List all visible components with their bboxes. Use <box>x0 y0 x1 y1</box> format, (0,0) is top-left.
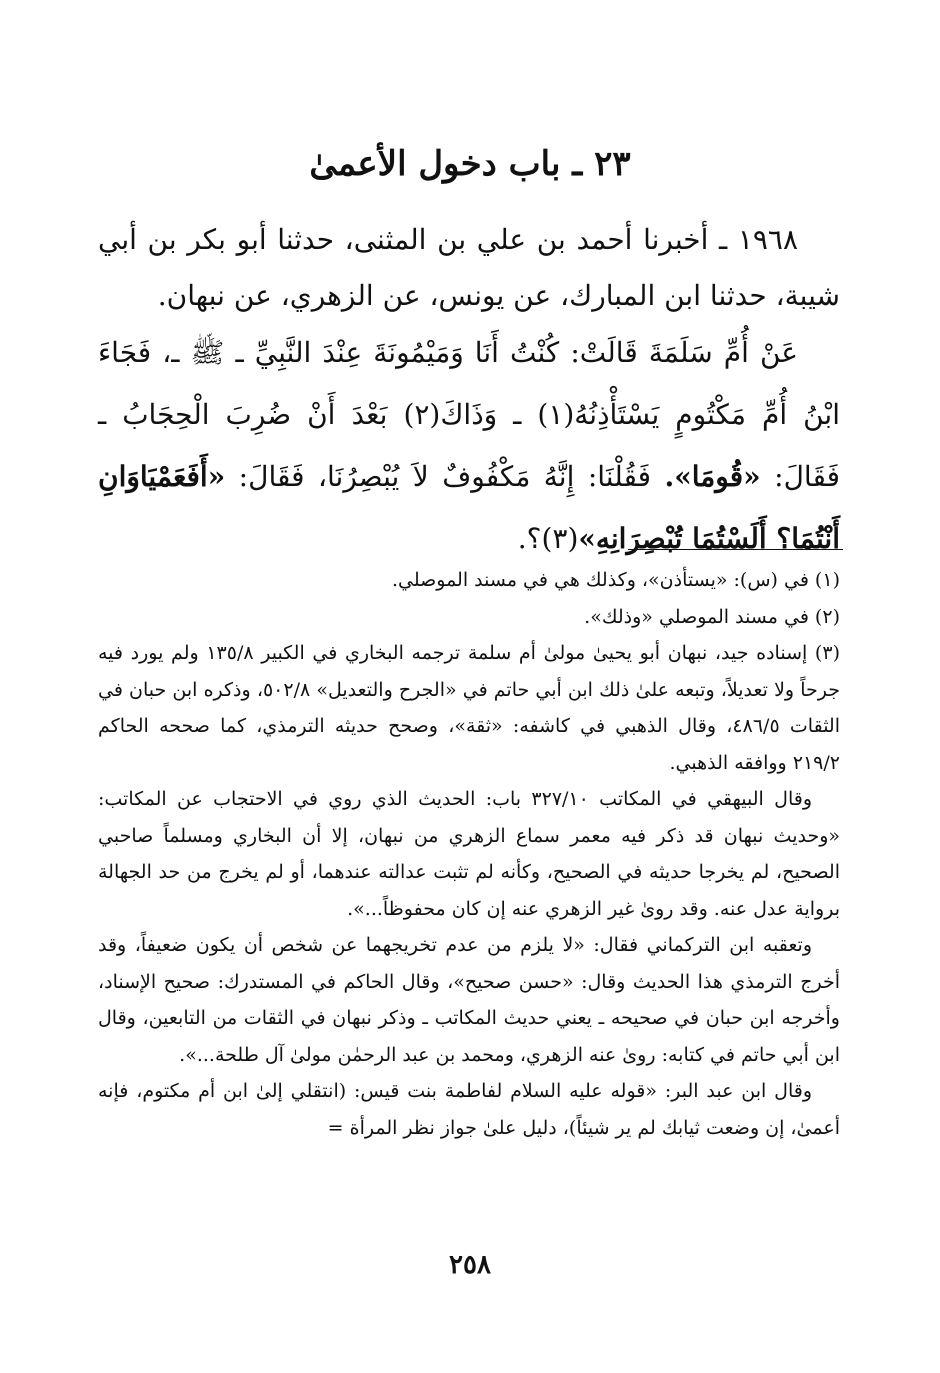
footnote-3: (٣) إسناده جيد، نبهان أبو يحيىٰ مولىٰ أم سلمة ترجمه البخاري في الكبير ١٣٥/٨ ولم يورد فيه جرحاً ولا تعديلاً، وتبعه علىٰ ذلك ابن أبي حاتم في «الجرح والتعديل» ٥٠٢/٨، وذكره ابن حبان في الثقات ٤٨٦/٥، وقال الذهبي في كاشفه: «ثقة»، وصحح حديثه الترمذي، كما صححه الحاكم ٢١٩/٢ ووافقه الذهبي. <box>98 642 840 774</box>
matn-quote-1: «قُومَا». <box>664 460 761 493</box>
isnad-text: ١٩٦٨ ـ أخبرنا أحمد بن علي بن المثنى، حدثنا أبو بكر بن أبي شيبة، حدثنا ابن المبارك، عن يونس، عن الزهري، عن نبهان. <box>98 223 840 312</box>
footnote-2: (٢) في مسند الموصلي «وذلك». <box>584 605 840 628</box>
matn-part-1: عَنْ أُمِّ سَلَمَةَ قَالَتْ: كُنْتُ أَنَا وَمَيْمُونَةَ عِنْدَ النَّبِيِّ ـ ﷺ ـ، فَجَاءَ ابْنُ أُمِّ مَكْتُومٍ يَسْتَأْذِنُهُ(١) ـ وَذَاكَ(٢) بَعْدَ أَنْ ضُرِبَ الْحِجَابُ ـ فَقَالَ: <box>98 336 840 493</box>
matn-part-3: (٣)؟. <box>517 522 579 555</box>
footnote-3-ibn-abd-al-barr: وقال ابن عبد البر: «قوله عليه السلام لفاطمة بنت قيس: (انتقلي إلىٰ ابن أم مكتوم، فإنه أعمىٰ، إن وضعت ثيابك لم ير شيئاً)، دليل علىٰ جواز نظر المرأة = <box>98 1080 840 1139</box>
matn-part-2: فَقُلْنَا: إِنَّهُ مَكْفُوفٌ لاَ يُبْصِرُنَا، فَقَالَ: <box>225 460 665 493</box>
footnote-3-bayhaqi: وقال البيهقي في المكاتب ٣٢٧/١٠ باب: الحديث الذي روي في الاحتجاب عن المكاتب: «وحديث نبهان قد ذكر فيه معمر سماع الزهري من نبهان، إلا أن البخاري ومسلماً صاحبي الصحيح، لم يخرجا حديثه في الصحيح، وكأنه لم تثبت عدالته عندهما، أو لم يخرج من حد الجهالة برواية عدل عنه. وقد روىٰ غير الزهري عنه إن كان محفوظاً...». <box>98 788 840 920</box>
hadith-matn <box>98 322 840 570</box>
footnotes <box>98 562 840 1146</box>
isnad-paragraph <box>98 212 840 324</box>
matn-quote-2: «أَفَعَمْيَاوَانِ أَنْتُمَا؟ أَلَسْتُمَا تُبْصِرَانِهِ» <box>98 460 840 555</box>
matn-text <box>98 322 840 570</box>
chapter-title: ٢٣ ـ باب دخول الأعمىٰ <box>309 144 631 184</box>
footnote-3-turkmani: وتعقبه ابن التركماني فقال: «لا يلزم من عدم تخريجهما عن شخص أن يكون ضعيفاً، وقد أخرج الترمذي هذا الحديث وقال: «حسن صحيح»، وقال الحاكم في المستدرك: صحيح الإسناد، وأخرجه ابن حبان في صحيحه ـ يعني حديث المكاتب ـ وذكر نبهان في الثقات من التابعين، وقال ابن أبي حاتم في كتابه: روىٰ عنه الزهري، ومحمد بن عبد الرحمٰن مولىٰ آل طلحة...». <box>98 934 840 1066</box>
page-number: ٢٥٨ <box>449 1250 491 1280</box>
footnote-1: (١) في (س): «يستأذن»، وكذلك هي في مسند الموصلي. <box>391 569 840 591</box>
footnote-separator <box>628 549 843 550</box>
